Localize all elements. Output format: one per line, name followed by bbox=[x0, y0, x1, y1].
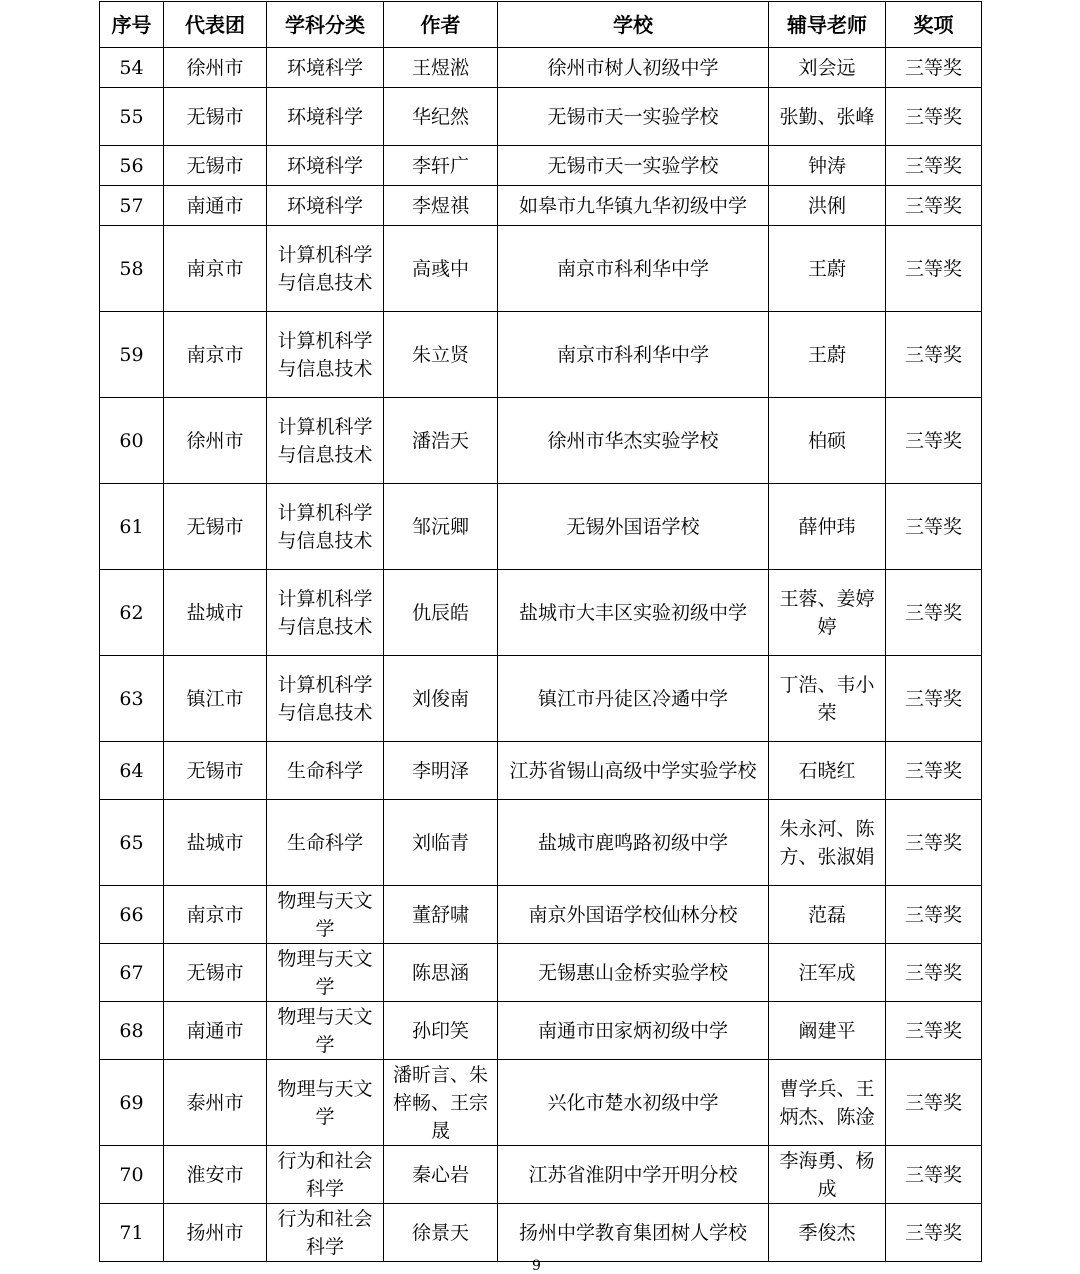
cell-school: 江苏省淮阴中学开明分校 bbox=[498, 1146, 769, 1204]
cell-index: 68 bbox=[100, 1002, 164, 1060]
cell-school: 南京外国语学校仙林分校 bbox=[498, 886, 769, 944]
cell-author: 刘临青 bbox=[384, 800, 498, 886]
cell-school: 如皋市九华镇九华初级中学 bbox=[498, 186, 769, 226]
cell-school: 扬州中学教育集团树人学校 bbox=[498, 1204, 769, 1262]
cell-award: 三等奖 bbox=[886, 1060, 982, 1146]
cell-delegation: 盐城市 bbox=[164, 800, 267, 886]
cell-delegation: 盐城市 bbox=[164, 570, 267, 656]
cell-delegation: 南通市 bbox=[164, 186, 267, 226]
cell-advisor: 汪军成 bbox=[769, 944, 886, 1002]
table-row bbox=[100, 484, 982, 570]
cell-author: 徐景天 bbox=[384, 1204, 498, 1262]
cell-subject: 物理与天文学 bbox=[267, 1002, 384, 1060]
cell-subject: 行为和社会科学 bbox=[267, 1204, 384, 1262]
table-row bbox=[100, 186, 982, 226]
cell-advisor: 刘会远 bbox=[769, 48, 886, 88]
cell-delegation: 南京市 bbox=[164, 886, 267, 944]
cell-subject: 生命科学 bbox=[267, 742, 384, 800]
cell-advisor: 季俊杰 bbox=[769, 1204, 886, 1262]
cell-award: 三等奖 bbox=[886, 48, 982, 88]
cell-index: 58 bbox=[100, 226, 164, 312]
cell-award: 三等奖 bbox=[886, 656, 982, 742]
cell-subject: 计算机科学与信息技术 bbox=[267, 570, 384, 656]
cell-award: 三等奖 bbox=[886, 312, 982, 398]
cell-advisor: 丁浩、韦小荣 bbox=[769, 656, 886, 742]
table-row bbox=[100, 312, 982, 398]
cell-subject: 计算机科学与信息技术 bbox=[267, 656, 384, 742]
cell-advisor: 李海勇、杨成 bbox=[769, 1146, 886, 1204]
table-row bbox=[100, 146, 982, 186]
header-subject: 学科分类 bbox=[267, 2, 384, 48]
cell-delegation: 无锡市 bbox=[164, 146, 267, 186]
cell-subject: 物理与天文学 bbox=[267, 1060, 384, 1146]
cell-subject: 环境科学 bbox=[267, 146, 384, 186]
cell-delegation: 南通市 bbox=[164, 1002, 267, 1060]
header-advisor: 辅导老师 bbox=[769, 2, 886, 48]
cell-school: 无锡惠山金桥实验学校 bbox=[498, 944, 769, 1002]
cell-subject: 行为和社会科学 bbox=[267, 1146, 384, 1204]
cell-school: 徐州市华杰实验学校 bbox=[498, 398, 769, 484]
cell-delegation: 南京市 bbox=[164, 312, 267, 398]
cell-author: 李煜祺 bbox=[384, 186, 498, 226]
cell-advisor: 王蔚 bbox=[769, 312, 886, 398]
cell-award: 三等奖 bbox=[886, 742, 982, 800]
cell-advisor: 王蓉、姜婷婷 bbox=[769, 570, 886, 656]
cell-award: 三等奖 bbox=[886, 1002, 982, 1060]
table-body bbox=[100, 48, 982, 1262]
cell-index: 69 bbox=[100, 1060, 164, 1146]
cell-delegation: 无锡市 bbox=[164, 88, 267, 146]
cell-advisor: 洪俐 bbox=[769, 186, 886, 226]
cell-school: 盐城市鹿鸣路初级中学 bbox=[498, 800, 769, 886]
table-row bbox=[100, 48, 982, 88]
cell-award: 三等奖 bbox=[886, 944, 982, 1002]
table-row bbox=[100, 1002, 982, 1060]
cell-author: 潘浩天 bbox=[384, 398, 498, 484]
header-author: 作者 bbox=[384, 2, 498, 48]
cell-award: 三等奖 bbox=[886, 146, 982, 186]
cell-delegation: 无锡市 bbox=[164, 742, 267, 800]
cell-index: 62 bbox=[100, 570, 164, 656]
header-delegation: 代表团 bbox=[164, 2, 267, 48]
cell-delegation: 扬州市 bbox=[164, 1204, 267, 1262]
cell-award: 三等奖 bbox=[886, 800, 982, 886]
header-award: 奖项 bbox=[886, 2, 982, 48]
cell-award: 三等奖 bbox=[886, 186, 982, 226]
cell-author: 陈思涵 bbox=[384, 944, 498, 1002]
cell-author: 刘俊南 bbox=[384, 656, 498, 742]
cell-award: 三等奖 bbox=[886, 570, 982, 656]
header-row bbox=[100, 2, 982, 48]
cell-school: 南京市科利华中学 bbox=[498, 226, 769, 312]
cell-award: 三等奖 bbox=[886, 484, 982, 570]
cell-award: 三等奖 bbox=[886, 886, 982, 944]
cell-author: 孙印笑 bbox=[384, 1002, 498, 1060]
table-row bbox=[100, 570, 982, 656]
cell-advisor: 朱永河、陈方、张淑娟 bbox=[769, 800, 886, 886]
cell-index: 63 bbox=[100, 656, 164, 742]
cell-delegation: 徐州市 bbox=[164, 48, 267, 88]
cell-subject: 环境科学 bbox=[267, 48, 384, 88]
cell-index: 54 bbox=[100, 48, 164, 88]
cell-advisor: 王蔚 bbox=[769, 226, 886, 312]
cell-subject: 计算机科学与信息技术 bbox=[267, 312, 384, 398]
cell-advisor: 薛仲玮 bbox=[769, 484, 886, 570]
cell-author: 邹沅卿 bbox=[384, 484, 498, 570]
cell-author: 董舒啸 bbox=[384, 886, 498, 944]
cell-author: 李明泽 bbox=[384, 742, 498, 800]
cell-index: 67 bbox=[100, 944, 164, 1002]
header-index: 序号 bbox=[100, 2, 164, 48]
cell-school: 无锡外国语学校 bbox=[498, 484, 769, 570]
cell-award: 三等奖 bbox=[886, 1204, 982, 1262]
cell-advisor: 张勤、张峰 bbox=[769, 88, 886, 146]
cell-school: 南通市田家炳初级中学 bbox=[498, 1002, 769, 1060]
cell-delegation: 无锡市 bbox=[164, 484, 267, 570]
cell-school: 盐城市大丰区实验初级中学 bbox=[498, 570, 769, 656]
cell-index: 61 bbox=[100, 484, 164, 570]
cell-school: 无锡市天一实验学校 bbox=[498, 88, 769, 146]
cell-delegation: 泰州市 bbox=[164, 1060, 267, 1146]
table-row bbox=[100, 656, 982, 742]
cell-delegation: 镇江市 bbox=[164, 656, 267, 742]
table-row bbox=[100, 800, 982, 886]
cell-index: 56 bbox=[100, 146, 164, 186]
cell-school: 徐州市树人初级中学 bbox=[498, 48, 769, 88]
cell-award: 三等奖 bbox=[886, 226, 982, 312]
awards-table bbox=[99, 1, 982, 1262]
cell-award: 三等奖 bbox=[886, 88, 982, 146]
table-row bbox=[100, 1204, 982, 1262]
table-row bbox=[100, 398, 982, 484]
cell-author: 李轩广 bbox=[384, 146, 498, 186]
cell-author: 王煜淞 bbox=[384, 48, 498, 88]
cell-school: 兴化市楚水初级中学 bbox=[498, 1060, 769, 1146]
table-row bbox=[100, 1060, 982, 1146]
cell-subject: 环境科学 bbox=[267, 88, 384, 146]
cell-author: 仇辰皓 bbox=[384, 570, 498, 656]
table-row bbox=[100, 226, 982, 312]
cell-school: 南京市科利华中学 bbox=[498, 312, 769, 398]
table-row bbox=[100, 944, 982, 1002]
cell-delegation: 淮安市 bbox=[164, 1146, 267, 1204]
cell-index: 59 bbox=[100, 312, 164, 398]
cell-school: 镇江市丹徒区冷遹中学 bbox=[498, 656, 769, 742]
cell-author: 潘昕言、朱梓畅、王宗晟 bbox=[384, 1060, 498, 1146]
table-row bbox=[100, 1146, 982, 1204]
cell-index: 60 bbox=[100, 398, 164, 484]
cell-author: 华纪然 bbox=[384, 88, 498, 146]
cell-index: 71 bbox=[100, 1204, 164, 1262]
cell-subject: 计算机科学与信息技术 bbox=[267, 484, 384, 570]
cell-advisor: 石晓红 bbox=[769, 742, 886, 800]
cell-award: 三等奖 bbox=[886, 1146, 982, 1204]
cell-subject: 计算机科学与信息技术 bbox=[267, 398, 384, 484]
cell-author: 秦心岩 bbox=[384, 1146, 498, 1204]
cell-index: 55 bbox=[100, 88, 164, 146]
cell-author: 朱立贤 bbox=[384, 312, 498, 398]
cell-award: 三等奖 bbox=[886, 398, 982, 484]
cell-author: 高彧中 bbox=[384, 226, 498, 312]
table-row bbox=[100, 88, 982, 146]
cell-index: 66 bbox=[100, 886, 164, 944]
cell-subject: 生命科学 bbox=[267, 800, 384, 886]
cell-advisor: 钟涛 bbox=[769, 146, 886, 186]
cell-delegation: 无锡市 bbox=[164, 944, 267, 1002]
table-row bbox=[100, 742, 982, 800]
cell-index: 65 bbox=[100, 800, 164, 886]
cell-delegation: 徐州市 bbox=[164, 398, 267, 484]
cell-subject: 物理与天文学 bbox=[267, 944, 384, 1002]
table-row bbox=[100, 886, 982, 944]
cell-advisor: 曹学兵、王炳杰、陈淦 bbox=[769, 1060, 886, 1146]
cell-advisor: 范磊 bbox=[769, 886, 886, 944]
header-school: 学校 bbox=[498, 2, 769, 48]
cell-school: 江苏省锡山高级中学实验学校 bbox=[498, 742, 769, 800]
cell-advisor: 阚建平 bbox=[769, 1002, 886, 1060]
cell-subject: 物理与天文学 bbox=[267, 886, 384, 944]
cell-index: 57 bbox=[100, 186, 164, 226]
cell-delegation: 南京市 bbox=[164, 226, 267, 312]
page-number: 9 bbox=[532, 1258, 541, 1274]
cell-index: 70 bbox=[100, 1146, 164, 1204]
cell-index: 64 bbox=[100, 742, 164, 800]
cell-subject: 计算机科学与信息技术 bbox=[267, 226, 384, 312]
cell-advisor: 柏硕 bbox=[769, 398, 886, 484]
cell-school: 无锡市天一实验学校 bbox=[498, 146, 769, 186]
cell-subject: 环境科学 bbox=[267, 186, 384, 226]
